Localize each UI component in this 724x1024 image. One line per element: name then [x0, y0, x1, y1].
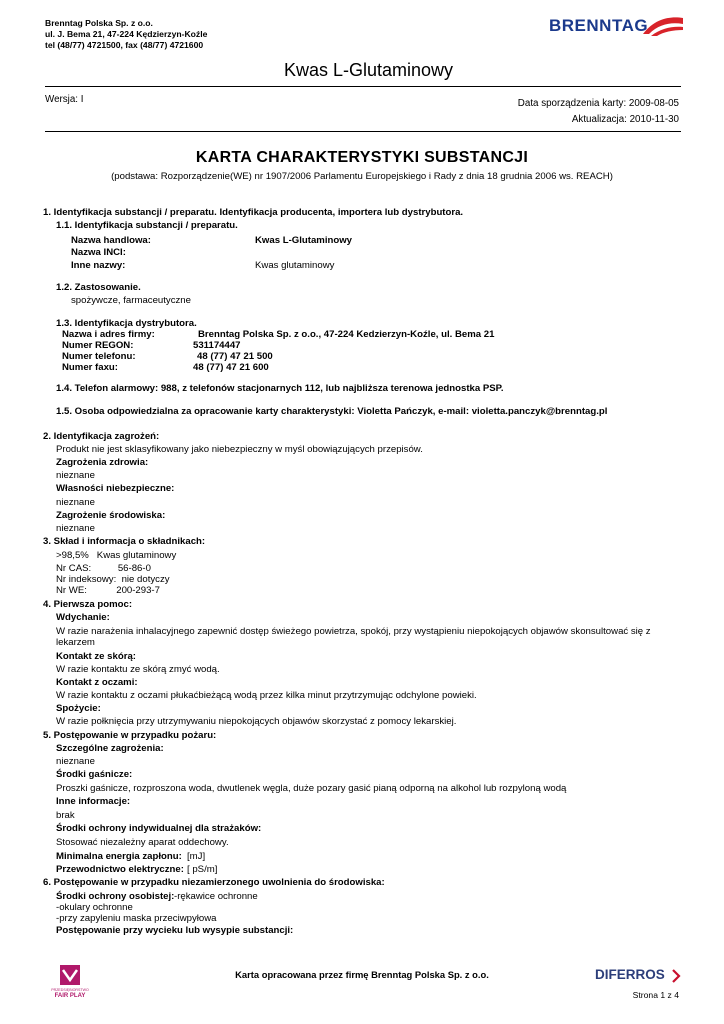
skin-contact-label: Kontakt ze skórą: — [56, 651, 136, 662]
inhalation-label: Wdychanie: — [56, 612, 110, 623]
fax-label: Numer faxu: — [62, 362, 118, 373]
fair-play-caption: PRZEDSIĘBIORSTWO — [51, 988, 89, 992]
phone-label: Numer telefonu: — [62, 351, 136, 362]
health-hazards-label: Zagrożenia zdrowia: — [56, 457, 149, 468]
inhalation-text-2: lekarzem — [56, 637, 95, 648]
fax-value: 48 (77) 47 21 600 — [193, 362, 269, 373]
min-ignition-value: [mJ] — [187, 851, 206, 862]
personal-protection-value: -rękawice ochronne — [174, 891, 258, 902]
created-date: Data sporządzenia karty: 2009-08-05 — [517, 98, 679, 109]
fair-play-name: FAIR PLAY — [54, 993, 86, 999]
section-1-1-heading: 1.1. Identyfikacja substancji / preparatu. — [56, 220, 238, 231]
special-hazards-value: nieznane — [56, 756, 95, 767]
section-1-heading: 1. Identyfikacja substancji / preparatu. Identyfikacja producenta, importera lub dystrybutora. — [43, 207, 464, 218]
section-6-heading: 6. Postępowanie w przypadku niezamierzonego uwolnienia do środowiska: — [43, 877, 385, 888]
composition-line: >98,5% Kwas glutaminowy — [56, 550, 177, 561]
company-name: Brenntag Polska Sp. z o.o. — [45, 18, 153, 28]
personal-protection-line-3: -przy zapyleniu maska przeciwpyłowa — [56, 913, 217, 924]
conductivity-label: Przewodnictwo elektryczne: — [56, 864, 184, 875]
section-3-heading: 3. Skład i informacja o składnikach: — [43, 536, 206, 547]
product-title: Kwas L-Glutaminowy — [284, 60, 454, 80]
section-1-3-heading: 1.3. Identyfikacja dystrybutora. — [56, 318, 197, 329]
trade-name-label: Nazwa handlowa: — [71, 235, 151, 246]
firm-label: Nazwa i adres firmy: — [62, 329, 155, 340]
section-4-heading: 4. Pierwsza pomoc: — [43, 599, 133, 610]
other-info-label: Inne informacje: — [56, 796, 131, 807]
other-info-value: brak — [56, 810, 75, 821]
classification-text: Produkt nie jest sklasyfikowany jako niebezpieczny w myśl obowiązujących przepisów. — [56, 444, 423, 455]
section-1-4: 1.4. Telefon alarmowy: 988, z telefonów stacjonarnych 112, lub najbliższa terenowa jednostka PSP. — [56, 383, 504, 394]
prepared-by: Karta opracowana przez firmę Brenntag Polska Sp. z o.o. — [235, 969, 489, 980]
diferros-logo-text: DIFERROS — [595, 967, 665, 982]
regon-value: 531174447 — [193, 340, 241, 351]
header-divider — [45, 86, 681, 87]
section-1-2-heading: 1.2. Zastosowanie. — [56, 282, 141, 293]
firefighter-ppe-text: Stosować niezależny aparat oddechowy. — [56, 837, 229, 848]
brenntag-swoosh-icon — [641, 14, 685, 38]
company-address: ul. J. Bema 21, 47-224 Kędzierzyn-Koźle — [45, 29, 208, 39]
phone-value: 48 (77) 47 21 500 — [197, 351, 273, 362]
dangerous-props-value: nieznane — [56, 497, 95, 508]
page-number: Strona 1 z 4 — [632, 990, 679, 1000]
regon-label: Numer REGON: — [62, 340, 134, 351]
brenntag-logo-text: BRENNTAG — [549, 16, 649, 35]
use-value: spożywcze, farmaceutyczne — [71, 295, 191, 306]
company-contact: tel (48/77) 4721500, fax (48/77) 4721600 — [45, 40, 204, 50]
section-1-5: 1.5. Osoba odpowiedzialna za opracowanie karty charakterystyki: Violetta Pańczyk, e-mail: violetta.panczyk@brenntag.pl — [56, 406, 608, 417]
version-label: Wersja: I — [45, 94, 84, 105]
dangerous-props-label: Własności niebezpieczne: — [56, 483, 175, 494]
section-5-heading: 5. Postępowanie w przypadku pożaru: — [43, 730, 217, 741]
eye-contact-label: Kontakt z oczami: — [56, 677, 138, 688]
other-names-value: Kwas glutaminowy — [255, 260, 335, 271]
extinguishing-label: Środki gaśnicze: — [56, 769, 133, 780]
conductivity-value: [ pS/m] — [187, 864, 218, 875]
eye-contact-text: W razie kontaktu z oczami płukaćbieżącą wodą przez kilka minut przytrzymując odchylone powieki. — [56, 690, 477, 701]
cas-number: Nr CAS: 56-86-0 — [56, 563, 151, 574]
we-number: Nr WE: 200-293-7 — [56, 585, 160, 596]
trade-name-value: Kwas L-Glutaminowy — [255, 235, 353, 246]
brenntag-logo — [549, 14, 683, 40]
diferros-arrow-icon — [671, 969, 681, 983]
env-hazard-label: Zagrożenie środowiska: — [56, 510, 166, 521]
other-names-label: Inne nazwy: — [71, 260, 126, 271]
updated-date: Aktualizacja: 2010-11-30 — [571, 114, 679, 125]
index-number: Nr indeksowy: nie dotyczy — [56, 574, 170, 585]
personal-protection-line-2: -okulary ochronne — [56, 902, 133, 913]
extinguishing-text: Proszki gaśnicze, rozproszona woda, dwutlenek węgla, duże pozary gasić pianą odporną na alkohol lub rozpyloną wodą — [56, 783, 567, 794]
main-title: KARTA CHARAKTERYSTYKI SUBSTANCJI — [195, 149, 529, 166]
inhalation-text-1: W razie narażenia inhalacyjnego zapewnić dostęp świeżego powietrza, spokój, przy wystąpieniu niepokojących objawów skonsultować się z — [56, 626, 651, 637]
ingestion-label: Spożycie: — [56, 703, 101, 714]
ingestion-text: W razie połknięcia przy utrzymywaniu niepokojących objawów skorzystać z pomocy lekarskiej. — [56, 716, 457, 727]
firefighter-ppe-label: Środki ochrony indywidualnej dla strażaków: — [56, 823, 262, 834]
env-hazard-value: nieznane — [56, 523, 95, 534]
min-ignition-label: Minimalna energia zapłonu: — [56, 851, 182, 862]
company-info — [45, 18, 207, 51]
regulation-subtitle: (podstawa: Rozporządzenie(WE) nr 1907/2006 Parlamentu Europejskiego i Rady z dnia 18 grudnia 2006 ws. REACH) — [111, 171, 613, 182]
firm-value: Brenntag Polska Sp. z o.o., 47-224 Kedzierzyn-Koźle, ul. Bema 21 — [198, 329, 495, 340]
section-2-heading: 2. Identyfikacja zagrożeń: — [43, 431, 160, 442]
title-divider — [45, 131, 681, 132]
personal-protection-label: Środki ochrony osobistej: — [56, 891, 175, 902]
skin-contact-text: W razie kontaktu ze skórą zmyć wodą. — [56, 664, 220, 675]
spill-procedure-label: Postępowanie przy wycieku lub wysypie substancji: — [56, 925, 294, 936]
special-hazards-label: Szczególne zagrożenia: — [56, 743, 164, 754]
diferros-logo — [595, 967, 681, 985]
inci-label: Nazwa INCI: — [71, 247, 126, 258]
health-hazards-value: nieznane — [56, 470, 95, 481]
